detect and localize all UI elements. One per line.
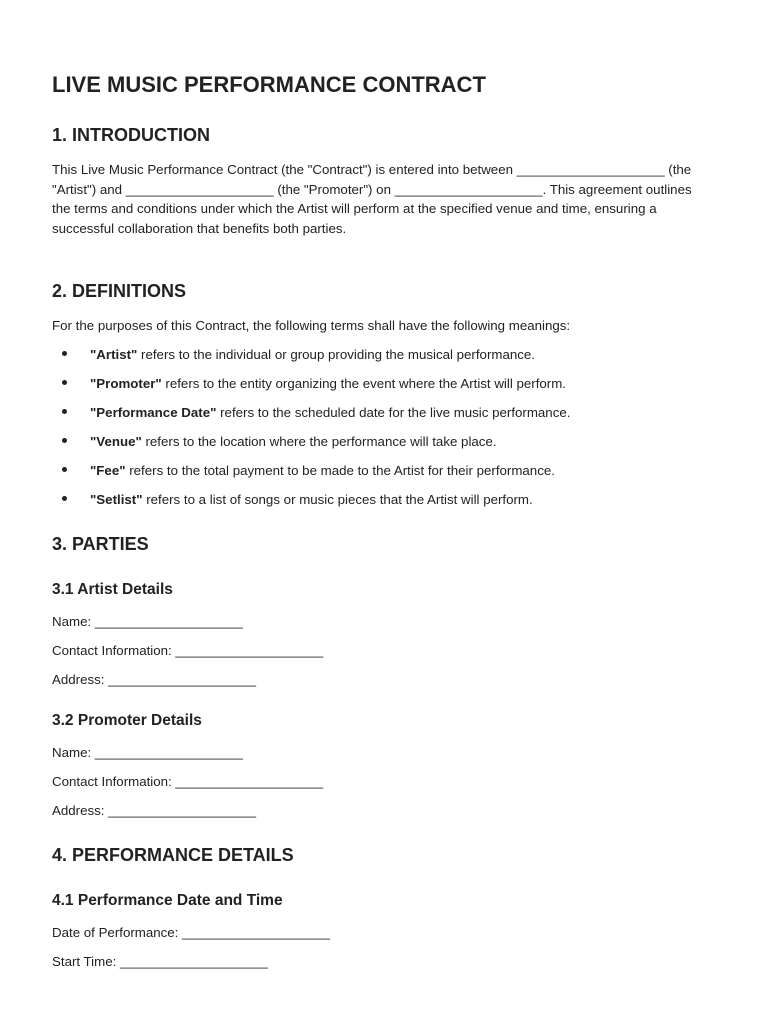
bullet-icon [62, 409, 67, 414]
artist-address-field: Address: ____________________ [52, 672, 257, 687]
definition-term: "Promoter" [90, 376, 162, 391]
document-title: LIVE MUSIC PERFORMANCE CONTRACT [52, 72, 486, 97]
promoter-contact-field: Contact Information: ____________________ [52, 774, 324, 789]
performance-date-field: Date of Performance: ____________________ [52, 925, 330, 940]
bullet-icon [62, 351, 67, 356]
subsection-heading-performance-date-time: 4.1 Performance Date and Time [52, 892, 283, 909]
definition-text: refers to the individual or group providing the musical performance. [137, 347, 535, 362]
section-heading-parties: 3. PARTIES [52, 534, 149, 554]
definition-text: refers to a list of songs or music pieces that the Artist will perform. [142, 492, 533, 507]
definition-term: "Fee" [90, 463, 126, 478]
bullet-icon [62, 380, 67, 385]
performance-start-time-field: Start Time: ____________________ [52, 954, 268, 969]
definitions-lead: For the purposes of this Contract, the following terms shall have the following meanings: [52, 318, 571, 333]
definition-term: "Venue" [90, 434, 142, 449]
promoter-address-field: Address: ____________________ [52, 803, 257, 818]
subsection-heading-promoter-details: 3.2 Promoter Details [52, 712, 202, 729]
definition-item [62, 345, 722, 374]
definition-text: refers to the location where the performance will take place. [141, 434, 497, 449]
bullet-icon [62, 496, 67, 501]
section-heading-performance-details: 4. PERFORMANCE DETAILS [52, 845, 294, 865]
introduction-paragraph: This Live Music Performance Contract (the "Contract") is entered into between ____________________ (the "Artist") and ____________________ (the "Promoter") on ____________________. This agreement outlines the terms and conditions under which the Artist will perform at the specified venue and time, ensuring a successful collaboration that benefits both parties. [52, 162, 692, 237]
definition-item [62, 461, 722, 490]
artist-name-field: Name: ____________________ [52, 614, 243, 629]
definition-item [62, 432, 722, 461]
definition-text: refers to the entity organizing the event where the Artist will perform. [161, 376, 566, 391]
definitions-list [62, 345, 722, 519]
definition-item [62, 490, 722, 519]
promoter-name-field: Name: ____________________ [52, 745, 243, 760]
definition-term: "Setlist" [90, 492, 143, 507]
section-heading-introduction: 1. INTRODUCTION [52, 125, 211, 145]
definition-term: "Artist" [90, 347, 138, 362]
artist-contact-field: Contact Information: ____________________ [52, 643, 324, 658]
section-heading-definitions: 2. DEFINITIONS [52, 281, 187, 301]
definition-term: "Performance Date" [90, 405, 217, 420]
definition-item [62, 403, 722, 432]
bullet-icon [62, 467, 67, 472]
definition-item [62, 374, 722, 403]
subsection-heading-artist-details: 3.1 Artist Details [52, 581, 173, 598]
bullet-icon [62, 438, 67, 443]
definition-text: refers to the total payment to be made to the Artist for their performance. [125, 463, 555, 478]
definition-text: refers to the scheduled date for the live music performance. [216, 405, 571, 420]
